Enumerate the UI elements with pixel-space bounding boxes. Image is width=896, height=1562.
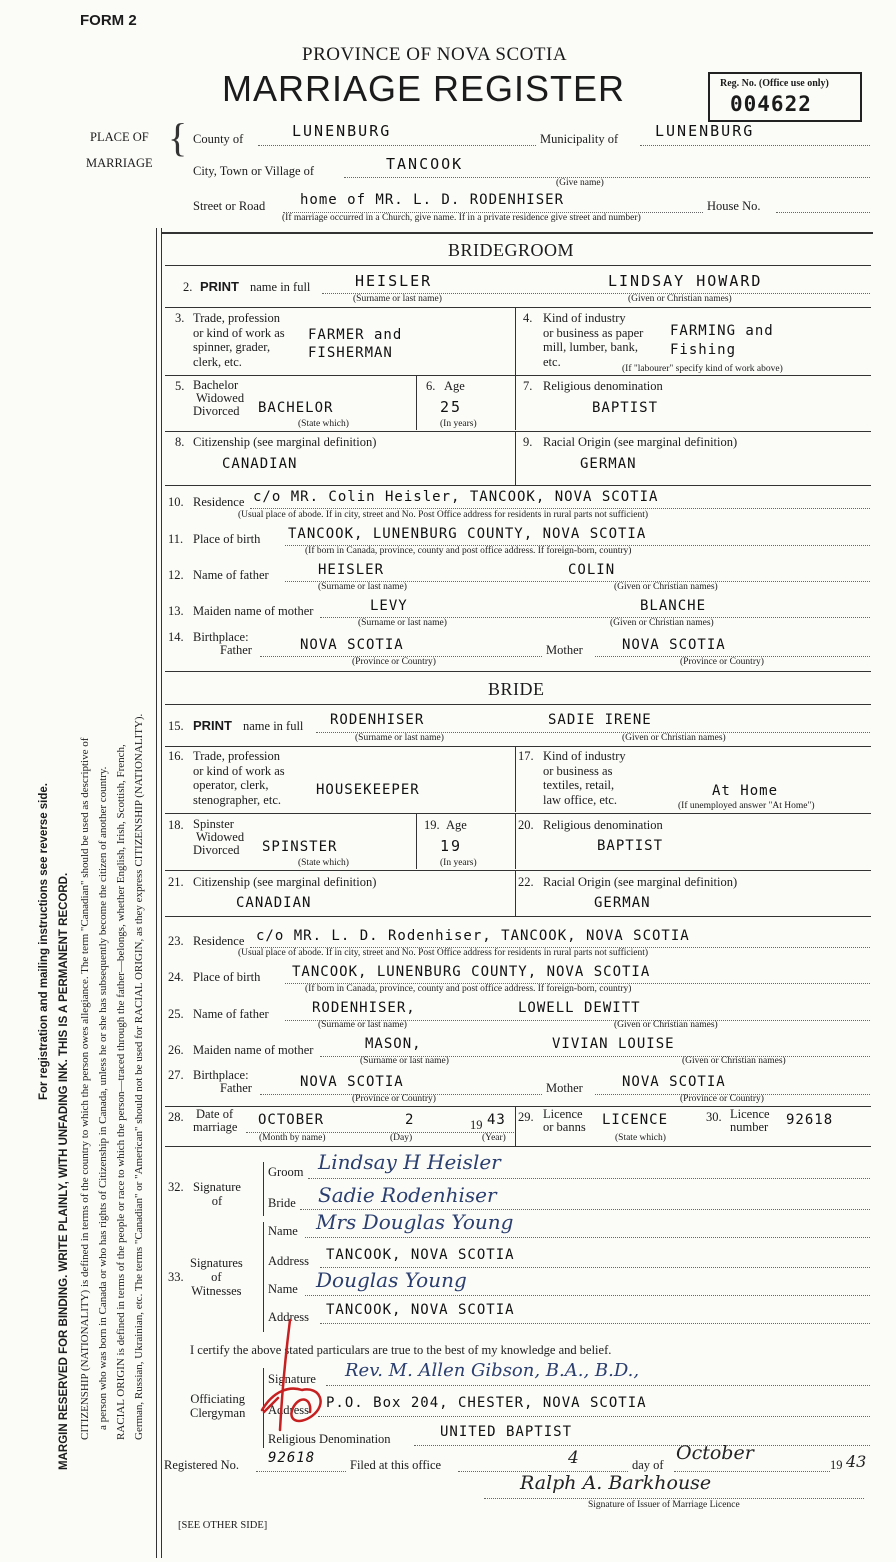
groom-birthplace: TANCOOK, LUNENBURG COUNTY, NOVA SCOTIA: [288, 526, 647, 542]
clergyman-label: [190, 1392, 245, 1420]
groom-father-given: COLIN: [568, 562, 616, 578]
registered-line: [256, 1471, 346, 1472]
field-number: 26.: [168, 1043, 184, 1057]
registered-number: 92618: [268, 1450, 316, 1466]
bride-citizenship: CANADIAN: [236, 895, 312, 911]
mother-label: Mother: [546, 1081, 583, 1095]
field-number: 16.: [168, 749, 184, 763]
label-line: or kind of work as: [193, 763, 285, 778]
prov-country-hint: (Province or Country): [352, 657, 436, 667]
father-label: Father: [220, 1081, 252, 1095]
state-which-hint: (State which): [298, 858, 349, 868]
bride-religion: BAPTIST: [597, 838, 664, 854]
bride-father-surname: RODENHISER,: [312, 1000, 416, 1016]
bride-signature: Sadie Rodenhiser: [318, 1183, 497, 1207]
municipality-label: Municipality of: [540, 132, 619, 146]
birth-hint: (If born in Canada, province, county and post office address. If foreign-born, country): [305, 546, 632, 556]
label-line: Widowed: [196, 391, 245, 405]
city-label: City, Town or Village of: [193, 164, 315, 178]
issuer-signature: Ralph A. Barkhouse: [520, 1472, 712, 1494]
maiden-mother-label: Maiden name of mother: [193, 604, 314, 618]
label-line: Trade, profession: [193, 311, 281, 325]
witness1-signature: Mrs Douglas Young: [316, 1210, 514, 1234]
field-number: 24.: [168, 970, 184, 984]
field-number: 12.: [168, 568, 184, 582]
municipality-value: LUNENBURG: [655, 122, 755, 140]
field-number: 2.: [183, 280, 193, 294]
field-number: 17.: [518, 749, 534, 763]
groom-age: 25: [440, 398, 463, 416]
witness2-address: TANCOOK, NOVA SCOTIA: [326, 1302, 515, 1318]
religion-label: Religious denomination: [543, 818, 663, 832]
bride-industry-label: [543, 749, 626, 807]
rule: [165, 307, 871, 308]
reg-no-value: 004622: [730, 92, 812, 116]
groom-trade-label: [193, 311, 285, 369]
groom-industry-label: [543, 311, 643, 369]
bride-age: 19: [440, 837, 463, 855]
groom-status: BACHELOR: [258, 400, 334, 416]
bridegroom-heading: BRIDEGROOM: [448, 240, 575, 260]
place-birth-label: Place of birth: [193, 532, 261, 546]
clergy-denomination: UNITED BAPTIST: [440, 1424, 573, 1440]
field-number: 30.: [706, 1110, 722, 1124]
groom-sig-label: Groom: [268, 1165, 304, 1179]
prov-country-hint: (Province or Country): [352, 1094, 436, 1104]
field-number: 22.: [518, 875, 534, 889]
place-label-2: MARRIAGE: [86, 156, 153, 170]
rule: [165, 265, 871, 266]
surname-hint: (Surname or last name): [318, 1020, 407, 1030]
field-number: 8.: [175, 435, 185, 449]
state-which-hint: (State which): [298, 419, 349, 429]
rule: [515, 307, 516, 375]
age-label: Age: [446, 818, 467, 832]
groom-citizenship: CANADIAN: [222, 456, 298, 472]
father-label: Father: [220, 643, 252, 657]
label-line: clerk, etc.: [193, 354, 242, 369]
label-line: law office, etc.: [543, 792, 618, 807]
prov-country-hint: (Province or Country): [680, 1094, 764, 1104]
surname-hint: (Surname or last name): [358, 618, 447, 628]
label-line: Date of: [196, 1107, 234, 1121]
bride-father-given: LOWELL DEWITT: [518, 1000, 641, 1016]
given-hint: (Given or Christian names): [610, 618, 714, 628]
rule: [515, 375, 516, 430]
address-label: Address: [268, 1310, 309, 1324]
licence-number: 92618: [786, 1112, 834, 1128]
clergy-sig-label: Signature: [268, 1372, 316, 1386]
witness-label: [190, 1256, 243, 1298]
label-line: Witnesses: [191, 1284, 242, 1298]
label-line: Spinster: [193, 817, 234, 831]
page-title: MARRIAGE REGISTER: [222, 68, 626, 109]
surname-hint: (Surname or last name): [355, 733, 444, 743]
residence-label: Residence: [193, 934, 245, 948]
field-number: 32.: [168, 1180, 184, 1194]
label-line: Divorced: [193, 404, 240, 418]
label-line: number: [730, 1120, 769, 1134]
given-hint: (Given or Christian names): [628, 294, 732, 304]
rule: [165, 1146, 871, 1147]
racial-label: Racial Origin (see marginal definition): [543, 875, 738, 889]
religion-label: Religious denomination: [543, 379, 663, 393]
rule: [165, 431, 871, 432]
label-line: textiles, retail,: [543, 778, 615, 792]
name-in-full-label: name in full: [243, 719, 304, 733]
field-number: 7.: [523, 379, 533, 393]
groom-industry-2: Fishing: [670, 342, 737, 358]
red-ink-mark: [250, 1312, 340, 1442]
groom-father-surname: HEISLER: [318, 562, 385, 578]
rule: [416, 375, 417, 430]
label-line: Kind of industry: [543, 749, 626, 763]
field-number: 29.: [518, 1110, 534, 1124]
label-line: Licence: [543, 1107, 583, 1121]
reg-no-box: [708, 72, 862, 122]
licence-hint: (State which): [615, 1133, 666, 1143]
groom-racial: GERMAN: [580, 456, 637, 472]
label-line: etc.: [543, 354, 561, 369]
house-no-label: House No.: [707, 199, 761, 213]
label-line: marriage: [193, 1120, 238, 1134]
groom-residence: c/o MR. Colin Heisler, TANCOOK, NOVA SCOTIA: [253, 489, 659, 505]
groom-residence-line: [250, 508, 870, 509]
mother-label: Mother: [546, 643, 583, 657]
birthplace-label: Birthplace:: [193, 1068, 249, 1082]
label-line: Trade, profession: [193, 749, 281, 763]
in-years-hint: (In years): [440, 858, 477, 868]
field-number: 14.: [168, 630, 184, 644]
bride-trade: HOUSEKEEPER: [316, 782, 420, 798]
in-years-hint: (In years): [440, 419, 477, 429]
filed-month: October: [676, 1442, 754, 1464]
groom-mother-surname: LEVY: [370, 598, 408, 614]
field-number: 18.: [168, 818, 184, 832]
field-number: 6.: [426, 379, 436, 393]
street-value: home of MR. L. D. RODENHISER: [300, 192, 565, 208]
label-line: spinner, grader,: [193, 340, 271, 354]
bride-given: SADIE IRENE: [548, 712, 652, 728]
rule: [515, 431, 516, 486]
witness2-signature: Douglas Young: [316, 1268, 467, 1292]
surname-hint: (Surname or last name): [353, 294, 442, 304]
field-number: 23.: [168, 934, 184, 948]
field-number: 25.: [168, 1007, 184, 1021]
label-line: Licence: [730, 1107, 770, 1121]
date-label: [193, 1108, 237, 1134]
label-line: Kind of industry: [543, 311, 626, 325]
denomination-label: Religious Denomination: [268, 1432, 391, 1446]
binding-line-2: [161, 228, 162, 1558]
reg-no-label: Reg. No. (Office use only): [720, 78, 829, 89]
bride-heading: BRIDE: [488, 679, 545, 699]
surname-hint: (Surname or last name): [318, 582, 407, 592]
field-number: 4.: [523, 311, 533, 325]
field-number: 19.: [424, 818, 440, 832]
licence-number-label: [730, 1108, 770, 1134]
bride-status-label: [193, 818, 244, 857]
name-label: Name: [268, 1224, 298, 1238]
marriage-year: 43: [487, 1112, 506, 1128]
rule: [165, 746, 871, 747]
year-hint: (Year): [482, 1133, 506, 1143]
filed-year: 43: [846, 1452, 867, 1471]
rule: [515, 813, 516, 869]
margin-citizenship-def-2: a person who was born in Canada or who has rights of Citizenship in Canada, unless he or she has subsequently become the citizen of another country.: [97, 766, 109, 1430]
name-father-label: Name of father: [193, 568, 269, 582]
margin-racial-def: RACIAL ORIGIN is defined in terms of the people or race to which the person—traced through the father—belongs, whether English, Irish, Scottish, French,: [115, 744, 127, 1440]
residence-label: Residence: [193, 495, 245, 509]
bride-mother-given: VIVIAN LOUISE: [552, 1036, 675, 1052]
industry-hint: (If unemployed answer "At Home"): [678, 801, 815, 811]
groom-sig-line: [308, 1178, 870, 1179]
county-line: [258, 145, 536, 146]
groom-father-birthplace: NOVA SCOTIA: [300, 637, 404, 653]
witness2-line: [305, 1295, 870, 1296]
province-heading: PROVINCE OF NOVA SCOTIA: [302, 44, 568, 65]
groom-industry-1: FARMING and: [670, 323, 774, 339]
label-line: Divorced: [193, 843, 240, 857]
label-line: Officiating: [190, 1392, 245, 1406]
print-label: PRINT: [193, 718, 232, 733]
clergy-address: P.O. Box 204, CHESTER, NOVA SCOTIA: [326, 1395, 647, 1411]
frame-top: [161, 232, 873, 234]
label-line: or business as paper: [543, 325, 644, 340]
city-value: TANCOOK: [386, 155, 464, 173]
rule: [165, 916, 871, 917]
label-line: of: [211, 1270, 222, 1284]
county-label: County of: [193, 132, 244, 146]
filed-year-prefix: 19: [830, 1458, 843, 1472]
licence-label: [543, 1108, 586, 1134]
residence-hint: (Usual place of abode. If in city, street and No. Post Office address for residents in rural parts not sufficient): [238, 948, 649, 958]
bride-trade-label: [193, 749, 285, 807]
see-other-side: [SEE OTHER SIDE]: [178, 1520, 268, 1531]
field-number: 10.: [168, 495, 184, 509]
name-in-full-label: name in full: [250, 280, 311, 294]
bride-father-birthplace: NOVA SCOTIA: [300, 1074, 404, 1090]
margin-binding-note: MARGIN RESERVED FOR BINDING. WRITE PLAINLY, WITH UNFADING INK. THIS IS A PERMANENT RECORD.: [58, 872, 70, 1470]
place-label-1: PLACE OF: [90, 130, 149, 144]
registered-label: Registered No.: [164, 1458, 239, 1472]
margin-citizenship-def: CITIZENSHIP (NATIONALITY) is defined in terms of the country to which the person owes allegiance. The term "Canadian" should be used as descriptive of: [79, 737, 91, 1440]
label-line: mill, lumber, bank,: [543, 340, 638, 354]
citizenship-label: Citizenship (see marginal definition): [193, 875, 377, 889]
rule: [165, 813, 871, 814]
rule: [165, 870, 871, 871]
groom-given: LINDSAY HOWARD: [608, 272, 763, 290]
city-hint: (Give name): [556, 178, 604, 188]
birthplace-label: Birthplace:: [193, 630, 249, 644]
given-hint: (Given or Christian names): [622, 733, 726, 743]
witness1-line: [305, 1237, 870, 1238]
groom-signature: Lindsay H Heisler: [318, 1150, 501, 1174]
bride-surname: RODENHISER: [330, 712, 425, 728]
field-number: 15.: [168, 719, 184, 733]
bride-birthplace: TANCOOK, LUNENBURG COUNTY, NOVA SCOTIA: [292, 964, 651, 980]
print-label: PRINT: [200, 279, 239, 294]
label-line: or banns: [543, 1120, 586, 1134]
clergy-signature: Rev. M. Allen Gibson, B.A., B.D.,: [345, 1360, 640, 1381]
maiden-mother-label: Maiden name of mother: [193, 1043, 314, 1057]
bride-residence: c/o MR. L. D. Rodenhiser, TANCOOK, NOVA SCOTIA: [256, 928, 690, 944]
field-number: 20.: [518, 818, 534, 832]
label-line: of: [211, 1194, 223, 1208]
clergy-address-line: [318, 1416, 870, 1417]
field-number: 11.: [168, 532, 184, 546]
prov-country-hint: (Province or Country): [680, 657, 764, 667]
clergy-sig-line: [326, 1385, 870, 1386]
margin-racial-def-2: German, Russian, Ukrainian, etc. The terms "Canadian" or "American" should not be used for RACIAL ORIGIN, as they express CITIZENSHIP (NATIONALITY).: [133, 713, 145, 1440]
age-label: Age: [444, 379, 465, 393]
field-number: 28.: [168, 1110, 184, 1124]
binding-line: [156, 228, 157, 1558]
residence-hint: (Usual place of abode. If in city, street and No. Post Office address for residents in rural parts not sufficient): [238, 510, 649, 520]
field-number: 3.: [175, 311, 185, 325]
filed-day: 4: [568, 1448, 579, 1468]
address-label: Address: [268, 1254, 309, 1268]
day-hint: (Day): [390, 1133, 413, 1143]
rule: [515, 870, 516, 916]
groom-mother-given: BLANCHE: [640, 598, 707, 614]
house-no-line: [776, 212, 870, 213]
marriage-day: 2: [405, 1112, 415, 1128]
label-line: stenographer, etc.: [193, 792, 282, 807]
given-hint: (Given or Christian names): [682, 1056, 786, 1066]
groom-religion: BAPTIST: [592, 400, 659, 416]
given-hint: (Given or Christian names): [614, 582, 718, 592]
bride-mother-surname: MASON,: [365, 1036, 422, 1052]
margin-mailing-note: For registration and mailing instructions see reverse side.: [38, 783, 50, 1100]
label-line: Bachelor: [193, 378, 239, 392]
witness1-address: TANCOOK, NOVA SCOTIA: [326, 1247, 515, 1263]
label-line: Widowed: [196, 830, 245, 844]
rule: [416, 813, 417, 869]
label-line: Signatures: [190, 1256, 243, 1270]
field-number: 21.: [168, 875, 184, 889]
month-hint: (Month by name): [259, 1133, 326, 1143]
given-hint: (Given or Christian names): [614, 1020, 718, 1030]
municipality-line: [640, 145, 870, 146]
label-line: operator, clerk,: [193, 778, 269, 792]
street-hint: (If marriage occurred in a Church, give name. If in a private residence give street and number): [282, 213, 641, 223]
denomination-line: [414, 1445, 870, 1446]
day-of-label: day of: [632, 1458, 664, 1472]
rule: [515, 746, 516, 812]
rule: [165, 485, 871, 486]
county-value: LUNENBURG: [292, 122, 392, 140]
citizenship-label: Citizenship (see marginal definition): [193, 435, 377, 449]
bride-mother-birthplace: NOVA SCOTIA: [622, 1074, 726, 1090]
field-number: 13.: [168, 604, 184, 618]
label-line: or kind of work as: [193, 325, 285, 340]
label-line: or business as: [543, 763, 613, 778]
groom-surname: HEISLER: [355, 272, 433, 290]
signature-of-label: [193, 1180, 241, 1208]
place-brace: {: [168, 115, 188, 160]
name-father-label: Name of father: [193, 1007, 269, 1021]
filed-label: Filed at this office: [350, 1458, 442, 1472]
marriage-month: OCTOBER: [258, 1112, 325, 1128]
year-prefix: 19: [470, 1118, 483, 1132]
groom-trade-2: FISHERMAN: [308, 345, 393, 361]
rule: [515, 1106, 516, 1146]
racial-label: Racial Origin (see marginal definition): [543, 435, 738, 449]
place-birth-label: Place of birth: [193, 970, 261, 984]
witness2-address-line: [320, 1323, 870, 1324]
issuer-line: [484, 1498, 864, 1499]
issuer-label: Signature of Issuer of Marriage Licence: [588, 1500, 740, 1510]
certification-text: I certify the above stated particulars are true to the best of my knowledge and belief.: [190, 1343, 612, 1357]
street-label: Street or Road: [193, 199, 266, 213]
name-label: Name: [268, 1282, 298, 1296]
clergy-address-label: Address: [268, 1403, 309, 1417]
groom-trade-1: FARMER and: [308, 327, 403, 343]
licence-value: LICENCE: [602, 1112, 669, 1128]
form-label: FORM 2: [80, 12, 137, 29]
bride-status: SPINSTER: [262, 839, 338, 855]
bride-sig-label: Bride: [268, 1196, 296, 1210]
rule: [165, 704, 871, 705]
rule: [165, 671, 871, 672]
label-line: Signature: [193, 1180, 241, 1194]
industry-hint: (If "labourer" specify kind of work above): [622, 364, 783, 374]
city-line: [344, 177, 870, 178]
bride-industry: At Home: [712, 783, 779, 799]
rule: [165, 375, 871, 376]
signature-bracket: [263, 1162, 264, 1216]
field-number: 5.: [175, 379, 185, 393]
groom-status-label: [193, 379, 244, 418]
groom-mother-birthplace: NOVA SCOTIA: [622, 637, 726, 653]
surname-hint: (Surname or last name): [360, 1056, 449, 1066]
birth-hint: (If born in Canada, province, county and post office address. If foreign-born, country): [305, 984, 632, 994]
bride-racial: GERMAN: [594, 895, 651, 911]
label-line: Clergyman: [190, 1406, 246, 1420]
field-number: 27.: [168, 1068, 184, 1082]
field-number: 9.: [523, 435, 533, 449]
field-number: 33.: [168, 1270, 184, 1284]
